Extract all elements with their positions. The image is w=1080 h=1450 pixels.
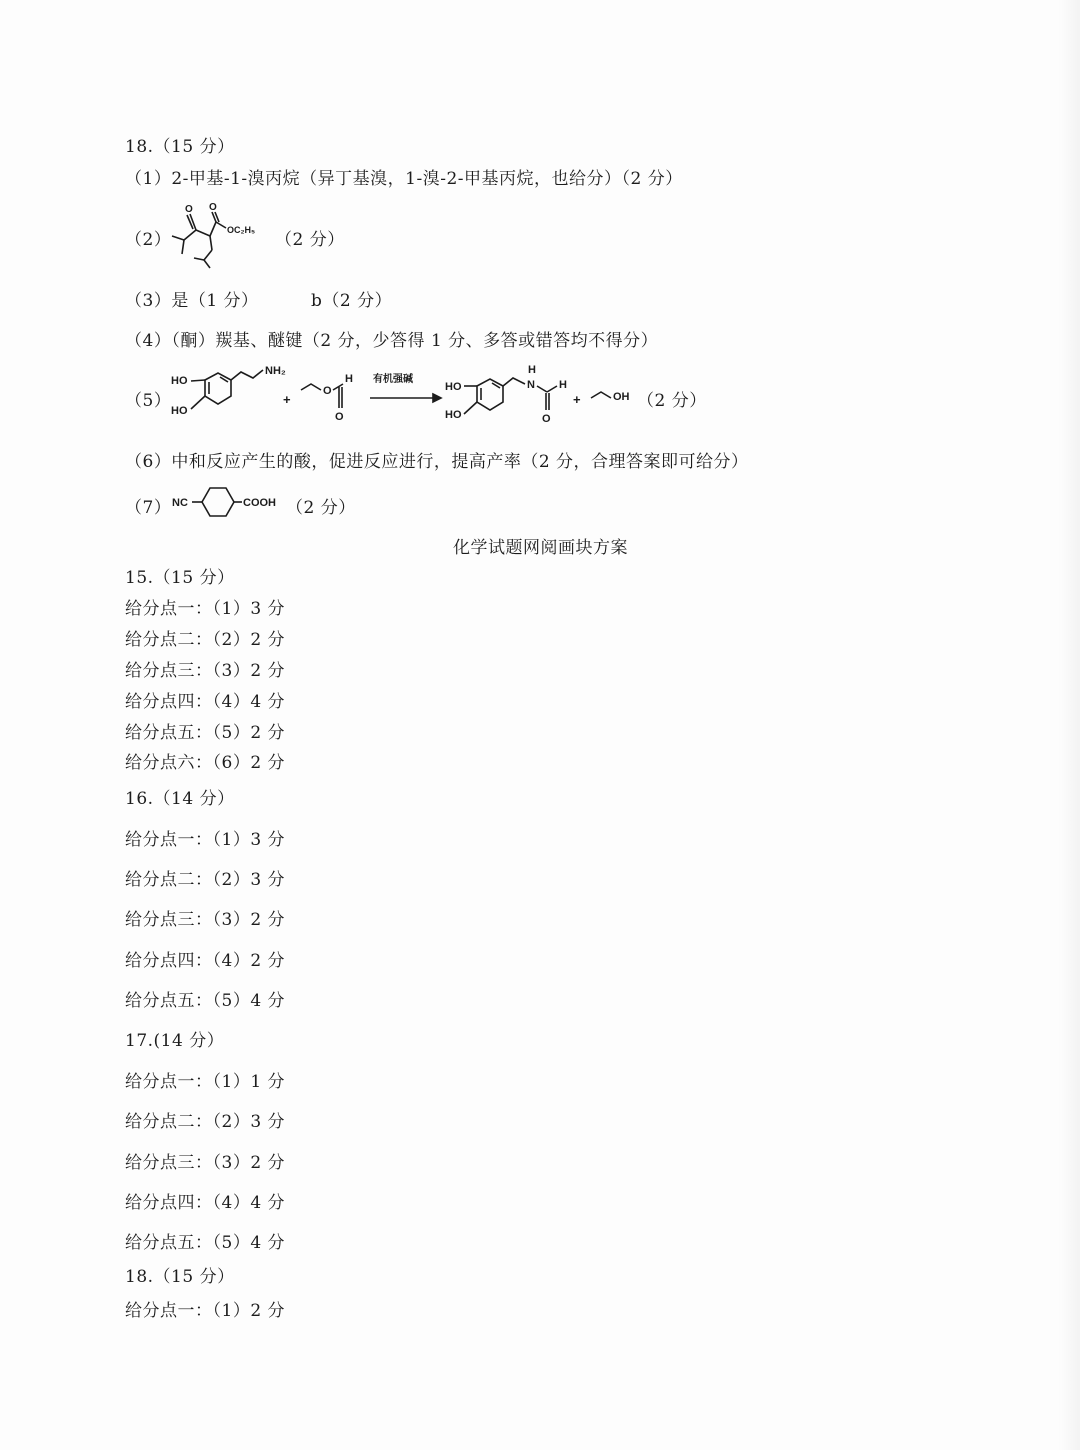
q18-plan-point-1: 给分点一：（1）2 分 <box>125 1301 286 1321</box>
bond <box>194 258 204 260</box>
q18-part5-reaction <box>165 360 710 430</box>
q18-part7-label: （7） <box>125 498 172 518</box>
q15-point-6: 给分点六：（6）2 分 <box>125 753 286 773</box>
ethanol-chain <box>591 392 611 398</box>
p5-carbonyl-o: O <box>335 411 344 423</box>
p2-ketone-o: O <box>185 204 193 215</box>
q18-part2-structure <box>168 200 268 270</box>
q15-point-1: 给分点一：（1）3 分 <box>125 599 286 619</box>
q18-part7-score: （2 分） <box>286 498 356 518</box>
bond <box>216 222 226 228</box>
p5-ho-2: HO <box>171 405 188 417</box>
bond <box>191 396 205 409</box>
q17-point-1: 给分点一：（1）1 分 <box>125 1072 286 1092</box>
p5-ho-4: HO <box>445 409 462 421</box>
q18-part1: （1）2-甲基-1-溴丙烷（异丁基溴，1-溴-2-甲基丙烷，也给分）（2 分） <box>125 169 683 189</box>
q17-header: 17.(14 分） <box>125 1031 225 1051</box>
q18-part4: （4）（酮）羰基、醚键（2 分，少答得 1 分、多答或错答均不得分） <box>125 331 659 351</box>
q16-point-1: 给分点一：（1）3 分 <box>125 830 286 850</box>
q17-point-2: 给分点二：（2）3 分 <box>125 1112 286 1132</box>
q18-plan-header: 18.（15 分） <box>125 1267 235 1287</box>
p5-amide-n: N <box>527 379 535 391</box>
reaction-arrow-head <box>433 394 441 402</box>
q17-point-4: 给分点四：（4）4 分 <box>125 1193 286 1213</box>
q15-point-5: 给分点五：（5）2 分 <box>125 723 286 743</box>
chain <box>503 378 525 386</box>
q16-point-2: 给分点二：（2）3 分 <box>125 870 286 890</box>
q18-part7-structure <box>170 482 288 522</box>
p5-plus-1: + <box>283 392 291 407</box>
bond <box>172 236 184 240</box>
bond <box>537 386 547 392</box>
p5-ester-o: O <box>323 385 332 397</box>
bond <box>210 222 216 236</box>
q16-point-5: 给分点五：（5）4 分 <box>125 991 286 1011</box>
q15-point-4: 给分点四：（4）4 分 <box>125 692 286 712</box>
plan-title: 化学试题网阅画块方案 <box>453 538 628 558</box>
bond <box>187 215 193 229</box>
p5-amide-h: H <box>528 364 536 376</box>
bond <box>464 402 477 414</box>
q18-part3-label: （3）是（1 分） <box>125 291 259 311</box>
q18-part5-score: （2 分） <box>637 391 707 411</box>
q18-part5-label: （5） <box>125 391 172 411</box>
p7-nc: NC <box>172 497 188 509</box>
chain <box>231 370 263 380</box>
p5-ho-1: HO <box>171 375 188 387</box>
p2-oc2h5: OC₂H₅ <box>227 225 256 235</box>
p5-plus-2: + <box>573 392 581 407</box>
p5-oh: OH <box>613 391 630 403</box>
q15-point-2: 给分点二：（2）2 分 <box>125 630 286 650</box>
scan-shadow-edge <box>1058 0 1080 1450</box>
bond <box>184 230 196 240</box>
q18-part6: （6）中和反应产生的酸，促进反应进行，提高产率（2 分，合理答案即可给分） <box>125 452 749 472</box>
bond <box>210 236 212 250</box>
q16-point-4: 给分点四：（4）2 分 <box>125 951 286 971</box>
p7-cooh: COOH <box>243 497 276 509</box>
p2-ester-o: O <box>209 202 217 213</box>
q15-header: 15.（15 分） <box>125 568 235 588</box>
q17-point-5: 给分点五：（5）4 分 <box>125 1233 286 1253</box>
p5-formyl-h: H <box>345 373 353 385</box>
q16-header: 16.（14 分） <box>125 789 235 809</box>
cyclohexane-ring <box>202 488 234 516</box>
p5-formyl-h-2: H <box>559 379 567 391</box>
bond <box>204 260 210 268</box>
q18-part2-label: （2） <box>125 230 172 250</box>
ethyl-chain <box>301 384 321 390</box>
bond <box>191 380 205 381</box>
bond <box>204 250 212 260</box>
q18-header: 18.（15 分） <box>125 137 235 157</box>
bond <box>182 240 184 254</box>
p5-amide-o: O <box>542 413 551 425</box>
q17-point-3: 给分点三：（3）2 分 <box>125 1153 286 1173</box>
p5-arrow-label: 有机强碱 <box>373 374 413 385</box>
q16-point-3: 给分点三：（3）2 分 <box>125 910 286 930</box>
bond <box>196 230 210 236</box>
q18-part2-score: （2 分） <box>275 230 345 250</box>
p5-ho-3: HO <box>445 381 462 393</box>
q18-part3-b: b（2 分） <box>311 291 393 311</box>
q15-point-3: 给分点三：（3）2 分 <box>125 661 286 681</box>
p5-nh2: NH₂ <box>265 365 286 377</box>
bond <box>547 386 557 392</box>
